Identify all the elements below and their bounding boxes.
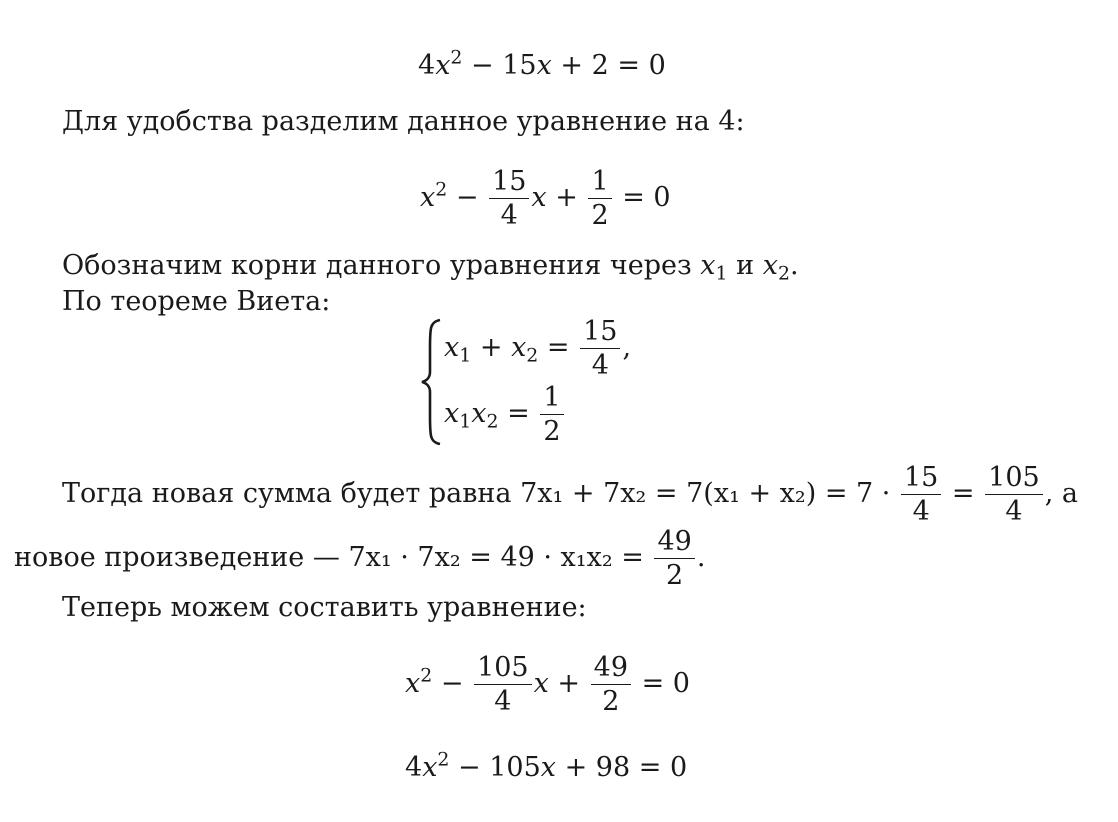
equation-result-integer: $4x^2 - 105x + 98 = 0$ <box>405 748 688 783</box>
system-row-product: $x_1x_2$ = $\frac{1}{2}$ <box>444 384 566 445</box>
text-vieta: По теореме Виета: <box>62 286 331 317</box>
fraction: $\frac{105}{4}$ <box>474 654 532 715</box>
equation-normalized: $x^2$ − $\frac{15}{4}$ x + $\frac{1}{2}$ = 0 <box>420 166 671 231</box>
system-brace <box>420 318 442 453</box>
fraction: $\frac{15}{4}$ <box>489 168 529 229</box>
equation-original: $4x^2 - 15x + 2 = 0$ <box>418 46 666 81</box>
fraction: $\frac{1}{2}$ <box>588 168 611 229</box>
fraction: $\frac{1}{2}$ <box>540 384 563 445</box>
fraction: $\frac{15}{4}$ <box>901 464 941 525</box>
system-row-sum: $x_1 + x_2$ = $\frac{15}{4}$ , <box>444 316 632 381</box>
text-roots-notation: Обозначим корни данного уравнения через $x_1$ и $x_2$. <box>62 250 799 285</box>
text-new-product: новое произведение — 7x₁ · 7x₂ = 49 · x₁x₂ = $\frac{49}{2}$ . <box>14 526 706 591</box>
equation-result-fraction: $x^2$ − $\frac{105}{4}$ x + $\frac{49}{2}$ = 0 <box>405 652 690 717</box>
brace-icon <box>420 318 442 446</box>
text-divide-note: Для удобства разделим данное уравнение на 4: <box>62 106 745 137</box>
text-new-sum: Тогда новая сумма будет равна 7x₁ + 7x₂ = 7(x₁ + x₂) = 7 · $\frac{15}{4}$ = $\frac{105}{4}$ , а <box>62 462 1078 527</box>
fraction: $\frac{105}{4}$ <box>985 464 1043 525</box>
text-compose: Теперь можем составить уравнение: <box>62 592 587 623</box>
fraction: $\frac{49}{2}$ <box>591 654 631 715</box>
fraction: $\frac{49}{2}$ <box>654 528 694 589</box>
fraction: $\frac{15}{4}$ <box>580 318 620 379</box>
